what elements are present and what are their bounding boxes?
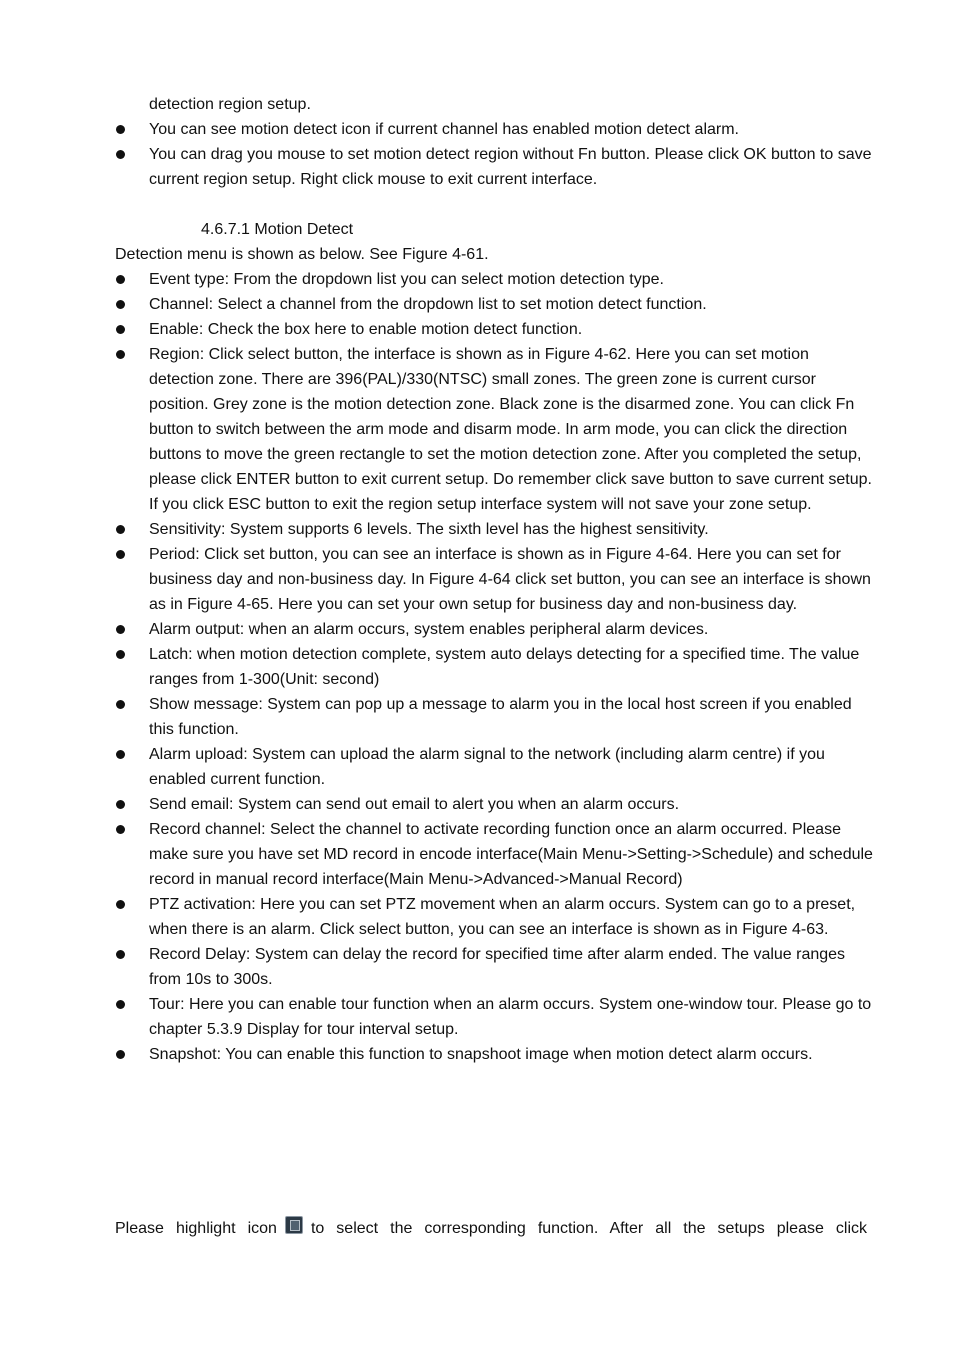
list-item [115,517,875,542]
list-item [115,317,875,342]
bullet-icon [116,825,125,834]
list-item [115,992,875,1042]
bullet-icon [116,525,125,534]
bullet-icon [116,325,125,334]
list-item [115,617,875,642]
list-item-text: Region: Click select button, the interface is shown as in Figure 4-62. Here you can set motion detection zone. There are 396(PAL)/330(NTSC) small zones. The green zone is current cursor position. Grey zone is the motion detection zone. Black zone is the disarmed zone. You can click Fn button to switch between the arm mode and disarm mode. In arm mode, you can click the direction buttons to move the green rectangle to set the motion detection zone. After you completed the setup, please click ENTER button to exit current setup. Do remember click save button to save current setup. If you click ESC button to exit the region setup interface system will not save your zone setup. [149,346,872,513]
bullet-icon [116,150,125,159]
section-intro: Detection menu is shown as below. See Figure 4-61. [115,246,489,263]
list-item [115,942,875,992]
list-item [115,267,875,292]
bullet-icon [116,700,125,709]
bullet-icon [116,950,125,959]
bullet-icon [116,1000,125,1009]
list-item [115,342,875,517]
closing-text-end: to select the corresponding function. After all the setups please click [310,1220,868,1237]
list-item-text: Channel: Select a channel from the dropdown list to set motion detect function. [149,296,707,313]
list-item-text: You can drag you mouse to set motion detect region without Fn button. Please click OK button to save current region setup. Right click mouse to exit current interface. [149,146,872,188]
bullet-icon [116,750,125,759]
list-item-text: Record Delay: System can delay the record for specified time after alarm ended. The value ranges from 10s to 300s. [149,946,846,988]
list-item [115,817,875,892]
settings-bullet-list [115,267,875,1067]
list-item-text: Alarm output: when an alarm occurs, system enables peripheral alarm devices. [149,621,709,638]
top-bullet-list [115,117,875,192]
closing-text-start: Please highlight icon [115,1220,277,1237]
list-item-text: Enable: Check the box here to enable motion detect function. [149,321,583,338]
list-item [115,542,875,617]
list-item-text: Alarm upload: System can upload the alarm signal to the network (including alarm centre) if you enabled current function. [149,746,825,788]
bullet-icon [116,1050,125,1059]
list-item [115,642,875,692]
list-item-text: Event type: From the dropdown list you can select motion detection type. [149,271,664,288]
list-item [115,292,875,317]
list-item-text: Show message: System can pop up a message to alarm you in the local host screen if you enabled this function. [149,696,852,738]
closing-paragraph [115,1216,867,1241]
list-item [115,792,875,817]
bullet-icon [116,550,125,559]
bullet-icon [116,275,125,284]
checkbox-icon [285,1216,303,1234]
list-item [115,892,875,942]
list-item-text: Period: Click set button, you can see an interface is shown as in Figure 4-64. Here you can set for business day and non-business day. In Figure 4-64 click set button, you can see an interface is shown as in Figure 4-65. Here you can set your own setup for business day and non-business day. [149,546,871,613]
list-item-text: Send email: System can send out email to alert you when an alarm occurs. [149,796,680,813]
bullet-icon [116,300,125,309]
list-item-text: Record channel: Select the channel to activate recording function once an alarm occurred. Please make sure you have set MD record in encode interface(Main Menu->Setting->Schedule) and schedule record in manual record interface(Main Menu->Advanced->Manual Record) [149,821,873,888]
bullet-icon [116,125,125,134]
bullet-icon [116,900,125,909]
section-heading: 4.6.7.1 Motion Detect [201,221,354,238]
list-item [115,117,875,142]
bullet-icon [116,650,125,659]
bullet-icon [116,625,125,634]
bullet-icon [116,800,125,809]
continuation-text: detection region setup. [149,96,311,113]
list-item [115,742,875,792]
list-item-text: Latch: when motion detection complete, system auto delays detecting for a specified time. The value ranges from 1-300(Unit: second) [149,646,860,688]
list-item-text: Sensitivity: System supports 6 levels. The sixth level has the highest sensitivity. [149,521,709,538]
list-item-text: PTZ activation: Here you can set PTZ movement when an alarm occurs. System can go to a preset, when there is an alarm. Click select button, you can see an interface is shown as in Figure 4-63. [149,896,856,938]
list-item [115,1042,875,1067]
list-item [115,692,875,742]
list-item-text: You can see motion detect icon if current channel has enabled motion detect alarm. [149,121,739,138]
bullet-icon [116,350,125,359]
list-item [115,142,875,192]
list-item-text: Snapshot: You can enable this function to snapshoot image when motion detect alarm occurs. [149,1046,813,1063]
list-item-text: Tour: Here you can enable tour function when an alarm occurs. System one-window tour. Please go to chapter 5.3.9 Display for tour interval setup. [149,996,872,1038]
